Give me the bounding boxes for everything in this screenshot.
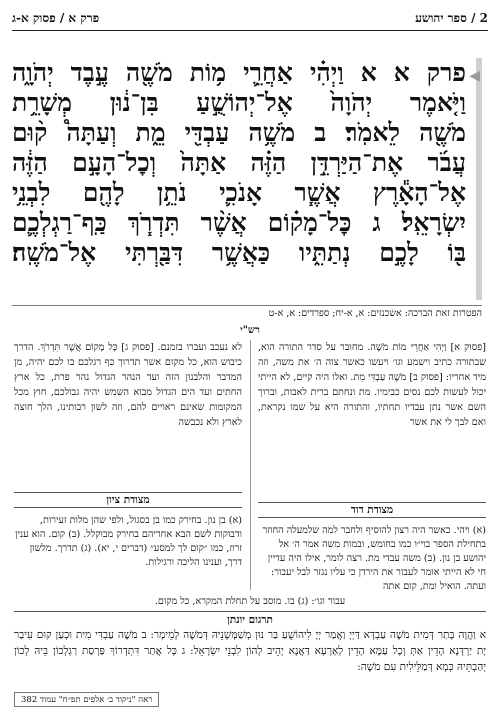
verse-text-block — [12, 58, 482, 300]
verse-line: וַיֹּ֤אמֶר יְהֹוָה֙ אֶל־יְהוֹשֻׁ֣עַ בִּן־נ֔וּן מְשָׁרֵ֥ת — [12, 88, 466, 117]
triangle-marker-icon: ◀ — [469, 68, 480, 84]
targum-title: תרגום יונתן — [14, 611, 486, 626]
rashi-right-column: [פסוק א] וַיְהִי אַחֲרֵי מוֹת מֹשֶׁה. מחובר על סדר התורה הוא, שבתורה כתיב וישמע וגו׳ ויעשו כאשר צוה ה׳ את משה, וזה מיד אחריו: [פסוק ב] מֹשֶׁה עַבְדִּי מֵת. ואלו היה קיים, לא הייתי יכול לעשות לכם נסים כבימיו. מת ונחתם ברית לאבות, וברוך השם אשר נתן עבדיו תחתיו, והתורה היא על שמו נקראת, ואם לבך לי את אשר — [258, 342, 486, 428]
metzudat-david-body: (א) ויהי. כאשר היה רצון להוסיף ולחבר למה שלמעלה החוזר בתחילת הספר בוי״ו כמו בחומש, ובמות משה אמר ה׳ אל יהושע בן נון. (ב) משה עבדי מת. רצה לומר, אילו היה עדיין חי לא הייתי אומר לעבור את הירדן כי עליו נגזר לבל יעבור: ועתה. הואיל ומת, קום אתה — [262, 525, 486, 592]
metzudat-tzion-title: מצודת ציון — [14, 492, 242, 508]
page-info: 2 / ספר יהושע — [415, 10, 488, 25]
metzudat-david-continuation: עבור וגו׳: (ג) בו. מוסב על תחלת המקרא, כל מקום. — [154, 596, 346, 607]
metzudat-tzion-body: (א) בן נון. בחירק כמו בן בסגול, ולפי שהן מלות זעירות, ודבוקות לשם הבא אחריהם בחירק מבוקלל. (ב) קום. הוא ענין זרוז, כמו ״קום לך למסע״ (דברים י, יא). (ג) תדרך. מלשון דרך, וענינו הליכה ורגילות. — [15, 515, 242, 568]
rashi-title: רש"י — [240, 325, 260, 336]
chapter-info: פרק א / פסוק א-ג — [12, 10, 100, 25]
verse-line: בּ֖וֹ לָכֶ֣ם נְתַתִּ֑יו כַּאֲשֶׁ֥ר דִּבַּ֖רְתִּי אֶל־מֹשֶֽׁה׃ — [12, 238, 466, 267]
verse-line: אֶל־הָאָ֕רֶץ אֲשֶׁ֧ר אָנֹכִ֛י נֹתֵ֥ן לָהֶ֖ם לִבְנֵ֥י — [12, 178, 466, 207]
running-header — [12, 6, 488, 31]
footnote-reference: ראה "ניקוד ב׳ אלפים תפ״ח" עמוד 382 — [14, 692, 159, 707]
verse-line: פרק א א וַיְהִ֗י אַחֲרֵ֛י מ֥וֹת מֹשֶׁ֖ה עֶ֣בֶד יְהֹוָ֑ה — [12, 58, 466, 87]
rashi-left-column: לא נעכב ועברו בזמנם. [פסוק ג] כָּל מָקוֹם אֲשֶׁר תִּדְרֹךְ. הדרך כיבוש הוא, כל מקום אשר תדרוך כף רגלכם בו לכם יהיה, מן המדבר והלבנון הזה ועד הנהר הגדול נהר פרת, כל ארץ החתים ועד הים הגדול מבוא השמש יהיה גבולכם, חוץ מכל המקומות שאינם ראויים להם, וזה לשון רבותינו, הלך חוצה לארץ ולא נכבשה — [14, 342, 242, 428]
column-divider — [250, 340, 251, 590]
verse-line: עֲבֹ֜ר אֶת־הַיַּרְדֵּ֣ן הַזֶּ֗ה אַתָּה֙ וְכׇל־הָעָ֣ם הַזֶּ֔ה — [12, 148, 466, 177]
verse-line: מֹשֶׁ֖ה לֵאמֹֽר׃ ב מֹשֶׁ֥ה עַבְדִּ֖י מֵ֑ת וְעַתָּה֩ ק֨וּם — [12, 118, 466, 147]
verse-line: יִשְׂרָאֵֽל׃ ג כׇּל־מָק֗וֹם אֲשֶׁ֨ר תִּדְרֹ֧ךְ כַּֽף־רַגְלְכֶ֛ם — [12, 208, 466, 237]
targum-body: א וַהֲוָה בָּתַר דְּמִית מֹשֶׁה עַבְדָּא דַּיְיָ וַאֲמַר יְיָ לִיהוֹשֻׁעַ בַּר נוּן מְשַׁמְּשָׁנֵיהּ דְּמֹשֶׁה לְמֵימָר: ב מֹשֶׁה עַבְדִּי מִית וּכְעַן קוּם עִיבַר יָת יַרְדְּנָא הָדֵין אַתְּ וְכָל עַמָּא הָדֵין לְאַרְעָא דַּאֲנָא יָהֵיב לְהוֹן לִבְנֵי יִשְׂרָאֵל: ג כָּל אֲתַר דִּתְדְרוֹךְ פַּרְסַת רַגְלְכוֹן בֵּיהּ לְכוֹן יְהַבְתֵּיהּ כְּמָא דְּמַלֵּילִית עִם מֹשֶׁה: — [14, 629, 486, 673]
metzudat-david-title: מצודת דוד — [258, 502, 486, 518]
haftara-note: הפטרות זאת הברכה: אשכנזים: א, א-יח; ספרדים: א, א-ט — [12, 305, 482, 324]
